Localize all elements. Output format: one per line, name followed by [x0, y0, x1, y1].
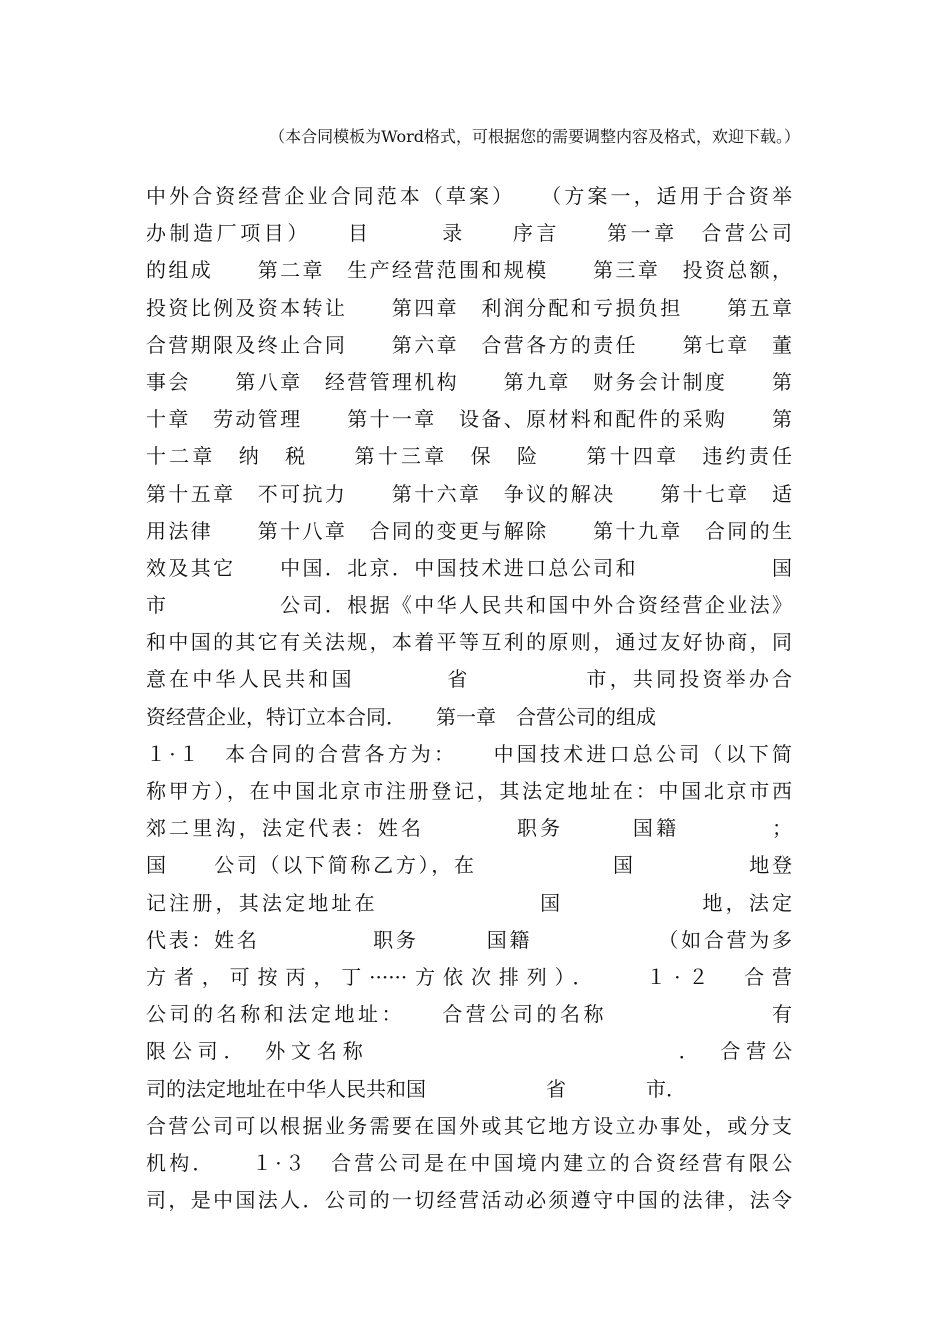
text-line: 十章 劳动管理 第十一章 设备、原材料和配件的采购 第 [146, 407, 792, 432]
text-line: 和中国的其它有关法规，本着平等互利的原则，通过友好协商，同 [146, 630, 792, 655]
text-line: 资经营企业，特订立本合同． 第一章 合营公司的组成 [146, 704, 656, 729]
text-line: 公司的名称和法定地址： 合营公司的名称 有 [146, 1002, 792, 1027]
text-line: 机构． １·３ 合营公司是在中国境内建立的合资经营有限公 [146, 1150, 792, 1175]
text-line: 合营期限及终止合同 第六章 合营各方的责任 第七章 董 [146, 332, 792, 357]
text-line: 合营公司可以根据业务需要在国外或其它地方设立办事处，或分支 [146, 1113, 792, 1138]
template-note: （本合同模板为Word格式，可根据您的需要调整内容及格式，欢迎下载。） [269, 127, 800, 146]
text-line: 郊二里沟，法定代表：姓名 职务 国籍 ； [146, 816, 792, 841]
text-line: 称甲方），在中国北京市注册登记，其法定地址在：中国北京市西 [146, 779, 792, 803]
text-line: 限公司． 外文名称 ． 合营公 [146, 1039, 792, 1064]
text-line: 司的法定地址在中华人民共和国 省 市． [146, 1076, 686, 1101]
text-line: 记注册，其法定地址在 国 地，法定 [146, 890, 792, 915]
text-line: 第十五章 不可抗力 第十六章 争议的解决 第十七章 适 [146, 481, 792, 506]
text-line: 效及其它 中国．北京．中国技术进口总公司和 国 [146, 555, 792, 580]
text-line: 市 公司．根据《中华人民共和国中外合资经营企业法》 [146, 593, 792, 618]
text-line: 十二章 纳 税 第十三章 保 险 第十四章 违约责任 [146, 444, 792, 469]
text-line: 投资比例及资本转让 第四章 利润分配和亏损负担 第五章 [146, 295, 792, 320]
text-line: 中外合资经营企业合同范本（草案） （方案一，适用于合资举 [146, 184, 792, 208]
text-line: 用法律 第十八章 合同的变更与解除 第十九章 合同的生 [146, 518, 792, 543]
text-line: 代表：姓名 职务 国籍 （如合营为多 [146, 927, 792, 952]
text-line: １·１ 本合同的合营各方为： 中国技术进口总公司（以下简 [146, 741, 792, 766]
text-line: 方者，可按丙，丁······方依次排列）． １·２ 合营 [146, 964, 792, 989]
text-line: 的组成 第二章 生产经营范围和规模 第三章 投资总额， [146, 258, 792, 283]
text-line: 国 公司（以下简称乙方），在 国 地登 [146, 853, 792, 878]
text-line: 办制造厂项目） 目 录 序言 第一章 合营公司 [146, 221, 792, 246]
text-line: 意在中华人民共和国 省 市，共同投资举办合 [146, 667, 792, 692]
text-line: 司，是中国法人．公司的一切经营活动必须遵守中国的法律，法令 [146, 1188, 792, 1213]
contract-body [146, 178, 806, 1219]
text-line: 事会 第八章 经营管理机构 第九章 财务会计制度 第 [146, 369, 792, 394]
